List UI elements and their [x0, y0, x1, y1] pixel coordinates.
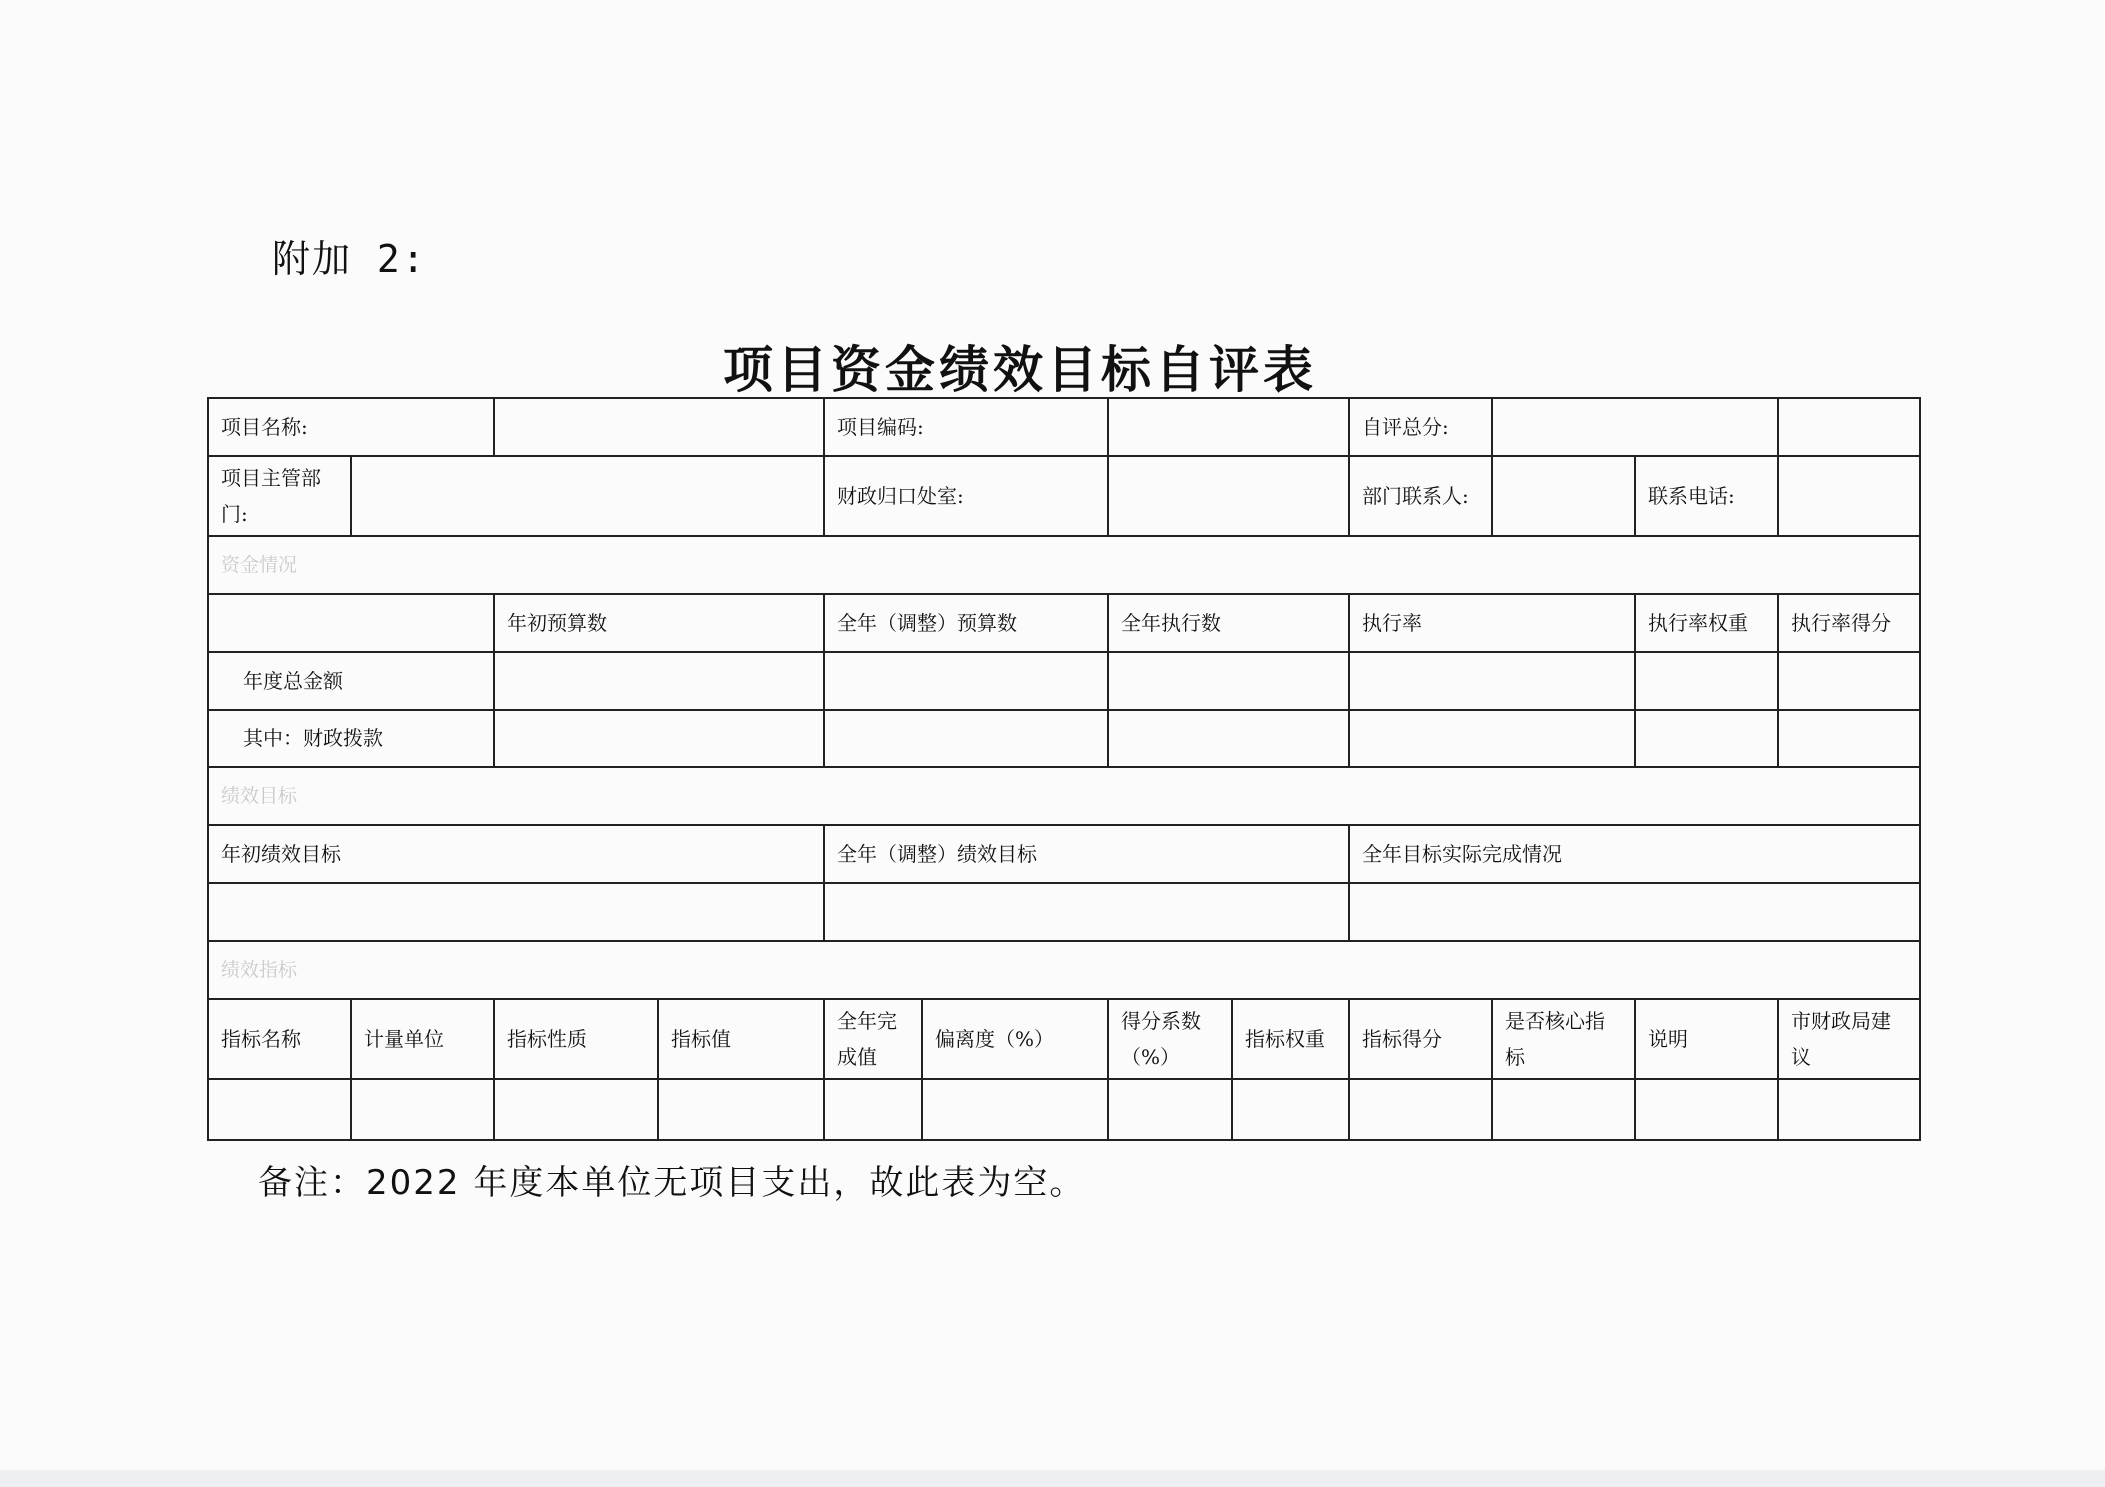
fund-cell [1635, 652, 1778, 710]
fund-header-cell: 全年（调整）预算数 [824, 594, 1108, 652]
indicator-header-cell: 市财政局建议 [1778, 999, 1920, 1079]
indicator-header-cell: 全年完成值 [824, 999, 922, 1079]
finance-office-value [1108, 456, 1349, 536]
fund-cell [1108, 652, 1349, 710]
goal-section-header: 绩效目标 [208, 767, 1920, 825]
indicator-cell [351, 1079, 494, 1140]
indicator-cell [1108, 1079, 1232, 1140]
project-name-value [494, 398, 824, 456]
fund-cell [1778, 710, 1920, 768]
indicator-header-cell: 得分系数（%） [1108, 999, 1232, 1079]
indicator-cell [1635, 1079, 1778, 1140]
table-row [208, 456, 1920, 536]
indicator-header-cell: 指标名称 [208, 999, 351, 1079]
self-score-label: 自评总分: [1349, 398, 1492, 456]
indicator-header-cell: 是否核心指标 [1492, 999, 1635, 1079]
fund-cell [824, 652, 1108, 710]
indicator-cell [824, 1079, 922, 1140]
indicator-header-cell: 偏离度（%） [922, 999, 1108, 1079]
fund-section-header: 资金情况 [208, 536, 1920, 594]
contact-value [1492, 456, 1635, 536]
indicator-cell [1232, 1079, 1349, 1140]
blank-cell [208, 594, 494, 652]
table-row [208, 536, 1920, 594]
form-title: 项目资金绩效目标自评表 [723, 341, 1317, 399]
blank-cell [1778, 398, 1920, 456]
goal-cell [1349, 883, 1920, 941]
finance-office-label: 财政归口处室: [824, 456, 1108, 536]
scan-bottom-edge [0, 1470, 2105, 1487]
goal-header-cell: 全年目标实际完成情况 [1349, 825, 1920, 883]
indicator-cell [1778, 1079, 1920, 1140]
indicator-cell [208, 1079, 351, 1140]
fund-cell [1108, 710, 1349, 768]
goal-header-cell: 全年（调整）绩效目标 [824, 825, 1349, 883]
phone-label: 联系电话: [1635, 456, 1778, 536]
fund-row-label: 其中：财政拨款 [208, 710, 494, 768]
table-row [208, 1079, 1920, 1140]
fund-header-cell: 年初预算数 [494, 594, 824, 652]
project-code-value [1108, 398, 1349, 456]
indicator-header-cell: 指标权重 [1232, 999, 1349, 1079]
indicator-header-cell: 计量单位 [351, 999, 494, 1079]
self-evaluation-table [207, 397, 1921, 1141]
attachment-label: 附加 2: [272, 237, 427, 281]
self-score-value [1492, 398, 1778, 456]
indicator-cell [922, 1079, 1108, 1140]
project-code-label: 项目编码: [824, 398, 1108, 456]
table-row [208, 767, 1920, 825]
fund-cell [494, 710, 824, 768]
remark-note: 备注：2022 年度本单位无项目支出，故此表为空。 [258, 1163, 1086, 1203]
indicator-section-header: 绩效指标 [208, 941, 1920, 999]
indicator-cell [494, 1079, 658, 1140]
indicator-header-cell: 指标性质 [494, 999, 658, 1079]
table-row [208, 594, 1920, 652]
table-row [208, 999, 1920, 1079]
table-row [208, 883, 1920, 941]
table-row [208, 398, 1920, 456]
project-name-label: 项目名称: [208, 398, 494, 456]
indicator-header-cell: 指标得分 [1349, 999, 1492, 1079]
dept-label: 项目主管部门: [208, 456, 351, 536]
table-row [208, 652, 1920, 710]
indicator-cell [658, 1079, 824, 1140]
contact-label: 部门联系人: [1349, 456, 1492, 536]
fund-cell [1349, 710, 1635, 768]
table-row [208, 941, 1920, 999]
fund-header-cell: 执行率 [1349, 594, 1635, 652]
indicator-cell [1349, 1079, 1492, 1140]
indicator-header-cell: 指标值 [658, 999, 824, 1079]
fund-cell [1778, 652, 1920, 710]
indicator-cell [1492, 1079, 1635, 1140]
dept-value [351, 456, 824, 536]
fund-row-label: 年度总金额 [208, 652, 494, 710]
fund-cell [824, 710, 1108, 768]
fund-header-cell: 执行率权重 [1635, 594, 1778, 652]
indicator-header-cell: 说明 [1635, 999, 1778, 1079]
table-row [208, 825, 1920, 883]
phone-value [1778, 456, 1920, 536]
fund-cell [494, 652, 824, 710]
table-row [208, 710, 1920, 768]
goal-cell [824, 883, 1349, 941]
goal-header-cell: 年初绩效目标 [208, 825, 824, 883]
fund-header-cell: 全年执行数 [1108, 594, 1349, 652]
goal-cell [208, 883, 824, 941]
fund-cell [1349, 652, 1635, 710]
fund-cell [1635, 710, 1778, 768]
fund-header-cell: 执行率得分 [1778, 594, 1920, 652]
